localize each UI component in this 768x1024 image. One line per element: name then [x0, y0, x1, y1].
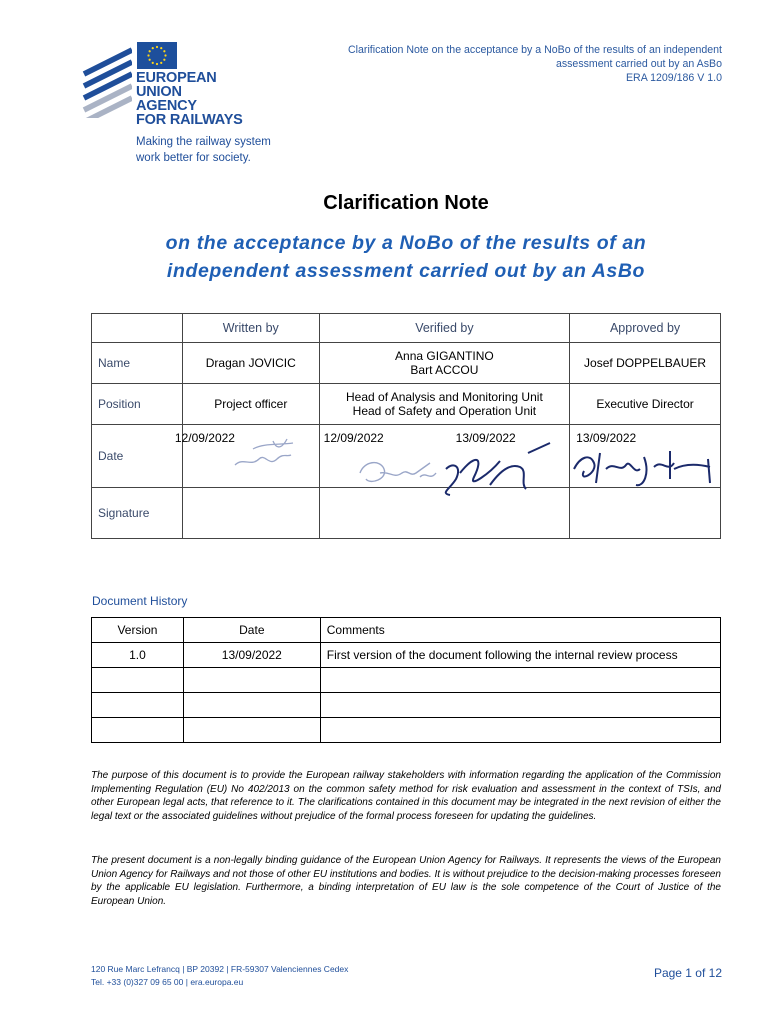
agency-logo-text: EUROPEAN UNION AGENCY FOR RAILWAYS [136, 70, 243, 128]
approved-signature-cell [570, 488, 721, 539]
history-header-version: Version [92, 618, 184, 643]
document-title: Clarification Note [323, 192, 489, 214]
eu-flag-icon [137, 42, 177, 69]
written-position: Project officer [182, 384, 319, 425]
document-header-reference: Clarification Note on the acceptance by a NoBo of the results of an independent assessment carried out by an AsBo ERA 1209/186 V 1.0 [348, 44, 722, 84]
approval-table [91, 313, 721, 539]
flag-star [149, 59, 151, 61]
history-date [183, 693, 320, 718]
history-version [92, 668, 184, 693]
flag-star [152, 47, 154, 49]
footer-address: 120 Rue Marc Lefrancq | BP 20392 | FR-59307 Valenciennes Cedex [91, 964, 349, 974]
flag-star [147, 54, 149, 56]
written-signature-cell [182, 488, 319, 539]
page-number: Page 1 of 12 [653, 966, 722, 980]
table-row [92, 643, 721, 668]
approved-date-cell [570, 425, 721, 488]
history-comment [320, 718, 720, 743]
history-version: 1.0 [92, 643, 184, 668]
row-label-signature: Signature [92, 488, 183, 539]
history-header-comments: Comments [320, 618, 720, 643]
written-date-cell [174, 425, 319, 488]
flag-star [160, 62, 162, 64]
table-row [92, 618, 721, 643]
history-date [183, 718, 320, 743]
flag-star [152, 62, 154, 64]
verified-name: Anna GIGANTINO Bart ACCOU [319, 343, 569, 384]
written-date: 12/09/2022 [174, 431, 235, 445]
flag-star [156, 46, 158, 48]
header-blank-cell [92, 314, 183, 343]
footer-contact [91, 963, 348, 989]
verified-date-cell [319, 425, 569, 488]
disclaimer-paragraph: The present document is a non-legally binding guidance of the European Union Agency for Railways. It represents the views of the European Union Agency for Railways and not those of other EU institutions and bodies. It is without prejudice to the decision-making processes foreseen by the applicable EU legislation. Furthermore, a binding interpretation of EU law is the sole competence of the Court of Justice of the European Union. [91, 855, 721, 907]
verified-signature-image [350, 433, 570, 503]
footer-phone-web: Tel. +33 (0)327 09 65 00 | era.europa.eu [91, 977, 244, 987]
approved-signature-image [570, 439, 720, 491]
table-row [92, 668, 721, 693]
verified-position: Head of Analysis and Monitoring Unit Head of Safety and Operation Unit [319, 384, 569, 425]
approved-position: Executive Director [570, 384, 721, 425]
history-comment [320, 668, 720, 693]
flag-star [163, 50, 165, 52]
history-header-date: Date [183, 618, 320, 643]
document-subtitle: on the acceptance by a NoBo of the results of an independent assessment carried out by an AsBo [165, 232, 647, 282]
table-row [92, 718, 721, 743]
row-label-position: Position [92, 384, 183, 425]
verified-date-2: 13/09/2022 [455, 431, 516, 445]
document-history-table [91, 617, 721, 743]
table-row [92, 693, 721, 718]
agency-stripes-icon [82, 46, 132, 118]
flag-star [156, 63, 158, 65]
approved-name: Josef DOPPELBAUER [570, 343, 721, 384]
approved-date: 13/09/2022 [576, 431, 637, 445]
history-version [92, 718, 184, 743]
row-label-name: Name [92, 343, 183, 384]
history-comment: First version of the document following the internal review process [320, 643, 720, 668]
history-date [183, 668, 320, 693]
header-verified-by: Verified by [319, 314, 569, 343]
written-signature-image [233, 437, 303, 473]
agency-tagline: Making the railway system work better for society. [136, 136, 271, 164]
written-name: Dragan JOVICIC [182, 343, 319, 384]
flag-star [149, 50, 151, 52]
history-comment [320, 693, 720, 718]
flag-star [160, 47, 162, 49]
verified-date-1: 12/09/2022 [323, 431, 384, 445]
purpose-paragraph: The purpose of this document is to provide the European railway stakeholders with information regarding the application of the Commission Implementing Regulation (EU) No 402/2013 on the common safety method for risk evaluation and assessment in the context of TSIs, and other European legal acts, that reference to it. The clarifications contained in this document may be integrated in the next revision of either the legal text or the associated guidelines without prejudice of the formal process foreseen for updating the guidelines. [91, 770, 721, 822]
header-approved-by: Approved by [570, 314, 721, 343]
history-date: 13/09/2022 [183, 643, 320, 668]
history-version [92, 693, 184, 718]
header-written-by: Written by [182, 314, 319, 343]
flag-star [164, 54, 166, 56]
document-history-label: Document History [92, 594, 188, 608]
flag-star [163, 59, 165, 61]
row-label-date: Date [92, 425, 183, 488]
